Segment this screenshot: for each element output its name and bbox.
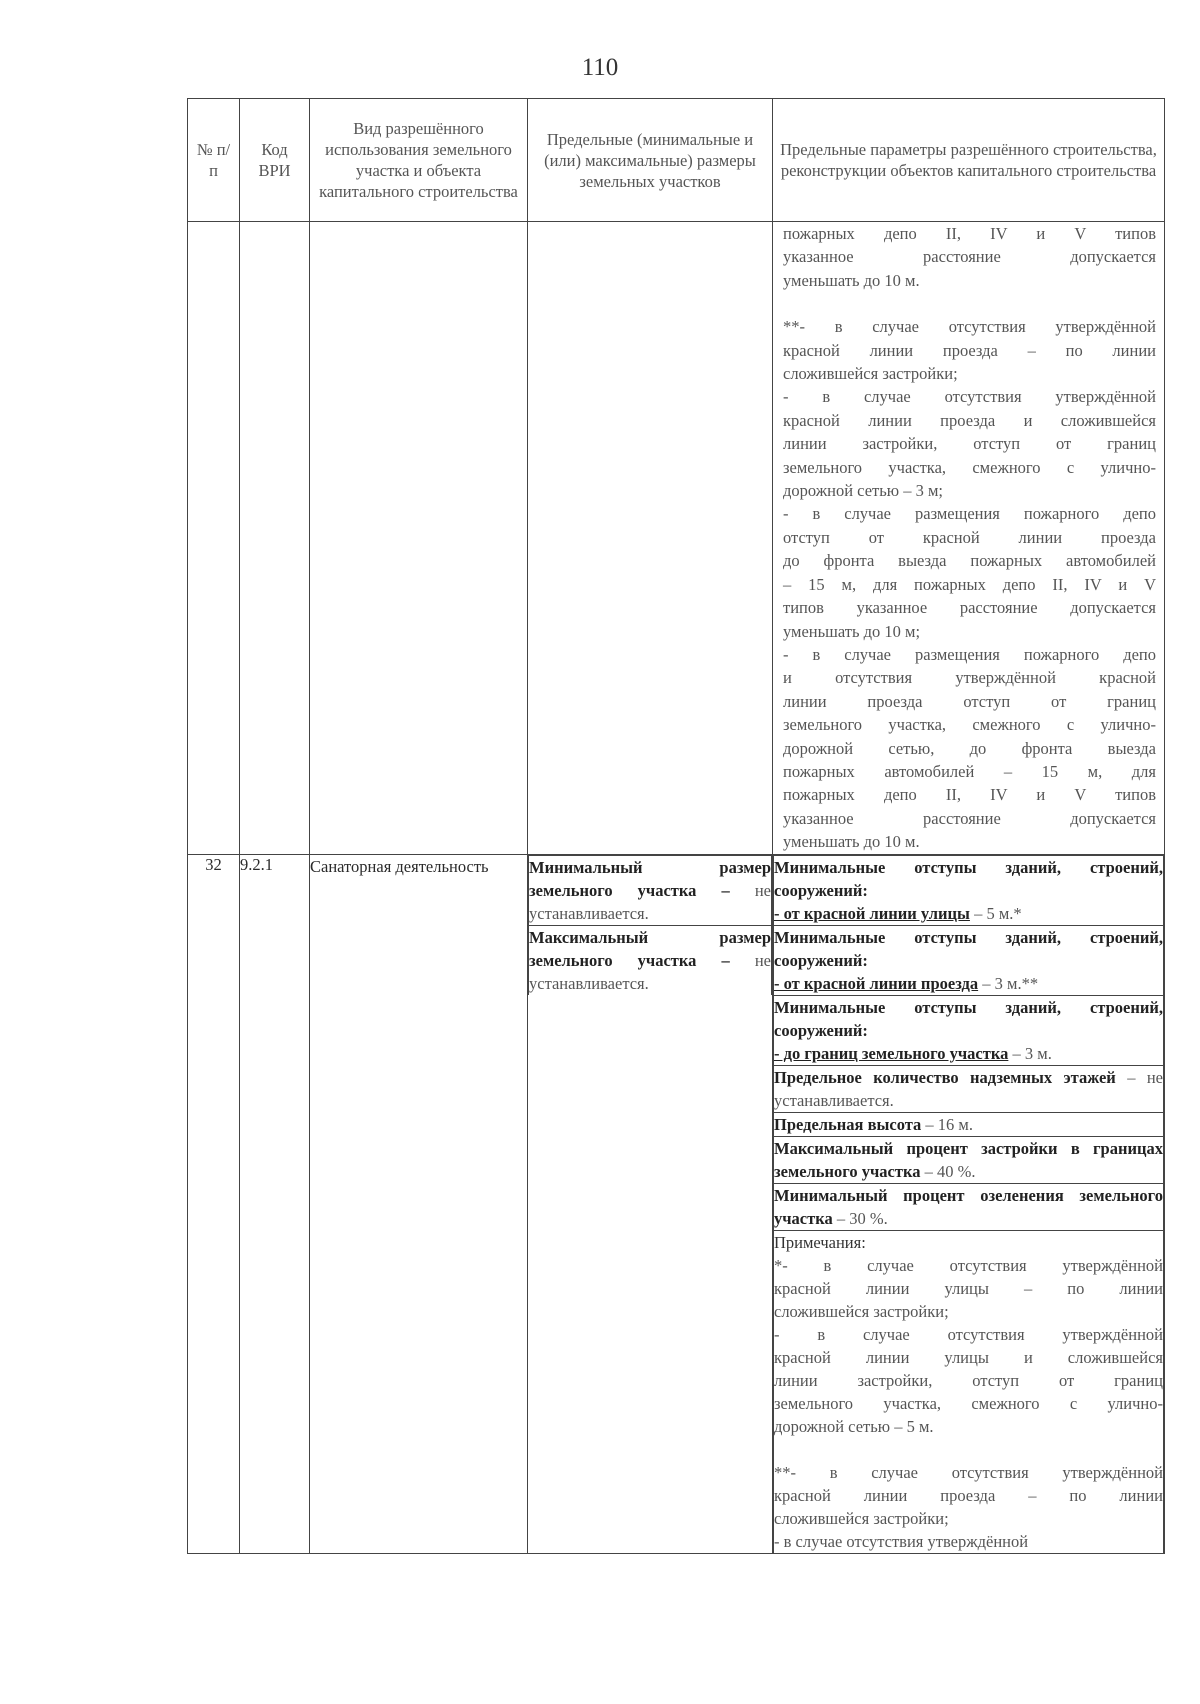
- continued-notes-line: и отсутствия утверждённой красной: [783, 668, 1156, 688]
- continued-notes-line: указанное расстояние допускается: [783, 247, 1156, 267]
- notes-line: красной линии проезда – по линии: [774, 1486, 1163, 1505]
- continued-notes-line: дорожной сетью – 3 м;: [783, 481, 943, 501]
- param-building-percent: [774, 1137, 1164, 1184]
- size-max-label: Максимальный размер земельного участка –: [529, 928, 771, 970]
- param-floors-value: – не устанавливается.: [774, 1068, 1163, 1110]
- param-offset-passage-title: Минимальные отступы зданий, строений, сооружений:: [774, 928, 1163, 970]
- param-offset-street: [774, 856, 1164, 926]
- param-offset-boundary: [774, 996, 1164, 1066]
- param-offset-passage: [774, 926, 1164, 996]
- header-sizes: Предельные (минимальные и (или) максимальные) размеры земельных участков: [528, 99, 773, 222]
- continued-row: [188, 222, 1165, 855]
- param-offset-boundary-line: - до границ земельного участка: [774, 1044, 1009, 1063]
- continued-notes-line: линии застройки, отступ от границ: [783, 434, 1156, 454]
- row-sizes-cell: [528, 855, 773, 1554]
- notes-line: линии застройки, отступ от границ: [774, 1371, 1163, 1390]
- continued-sizes-cell: [528, 222, 773, 855]
- continued-params-cell: [773, 222, 1165, 855]
- notes-line: - в случае отсутствия утверждённой: [774, 1325, 1163, 1344]
- row-use-name: Санаторная деятельность: [310, 855, 528, 1554]
- continued-notes-line: типов указанное расстояние допускается: [783, 598, 1156, 618]
- regulations-table: [187, 98, 1165, 1554]
- continued-notes-line: уменьшать до 10 м.: [783, 832, 920, 852]
- continued-notes-line: уменьшать до 10 м;: [783, 621, 921, 641]
- continued-notes-line: уменьшать до 10 м.: [783, 270, 920, 290]
- param-offset-street-title: Минимальные отступы зданий, строений, сооружений:: [774, 858, 1163, 900]
- continued-notes-line: до фронта выезда пожарных автомобилей: [783, 551, 1156, 571]
- header-row: [188, 99, 1165, 222]
- continued-notes-line: сложившейся застройки;: [783, 364, 958, 384]
- header-code: Код ВРИ: [240, 99, 310, 222]
- notes-line: **- в случае отсутствия утверждённой: [774, 1463, 1163, 1482]
- param-floors-title: Предельное количество надземных этажей: [774, 1068, 1116, 1087]
- sizes-list: [528, 855, 772, 995]
- param-height-title: Предельная высота: [774, 1115, 922, 1134]
- continued-notes-line: – 15 м, для пожарных депо II, IV и V: [783, 574, 1156, 594]
- param-floors: [774, 1066, 1164, 1113]
- continued-notes-line: - в случае размещения пожарного депо: [783, 504, 1156, 524]
- continued-notes-line: - в случае размещения пожарного депо: [783, 644, 1156, 664]
- param-greening-percent-value: – 30 %.: [832, 1209, 888, 1228]
- row-number: 32: [188, 855, 240, 1554]
- param-offset-street-value: – 5 м.*: [969, 904, 1022, 923]
- continued-notes-line: пожарных автомобилей – 15 м, для: [783, 761, 1156, 781]
- row-code: 9.2.1: [240, 855, 310, 1554]
- continued-notes-part1: [783, 222, 1156, 292]
- continued-notes-line: пожарных депо II, IV и V типов: [783, 785, 1156, 805]
- notes-title: Примечания:: [774, 1233, 866, 1252]
- continued-notes-line: красной линии проезда и сложившейся: [783, 410, 1156, 430]
- table-row-32: [188, 855, 1165, 1554]
- param-greening-percent: [774, 1184, 1164, 1231]
- continued-notes-line: земельного участка, смежного с улично-: [783, 715, 1156, 735]
- param-offset-passage-line: - от красной линии проезда: [774, 974, 979, 993]
- param-offset-passage-value: – 3 м.**: [978, 974, 1039, 993]
- continued-notes-line: - в случае отсутствия утверждённой: [783, 387, 1156, 407]
- header-params: Предельные параметры разрешённого строительства, реконструкции объектов капитального строительства: [773, 99, 1165, 222]
- param-height-value: – 16 м.: [921, 1115, 973, 1134]
- continued-notes-line: дорожной сетью, до фронта выезда: [783, 738, 1156, 758]
- param-notes: [774, 1231, 1164, 1554]
- continued-type-cell: [310, 222, 528, 855]
- notes-part2: [774, 1461, 1163, 1553]
- notes-line: *- в случае отсутствия утверждённой: [774, 1256, 1163, 1275]
- continued-notes-line: земельного участка, смежного с улично-: [783, 457, 1156, 477]
- continued-notes-line: указанное расстояние допускается: [783, 808, 1156, 828]
- size-max: [529, 926, 772, 996]
- size-max-value: не устанавливается.: [529, 951, 771, 993]
- notes-line: дорожной сетью – 5 м.: [774, 1417, 934, 1436]
- header-type: Вид разрешённого использования земельного участка и объекта капитального строительства: [310, 99, 528, 222]
- size-min-label: Минимальный размер земельного участка –: [529, 858, 771, 900]
- continued-notes-line: линии проезда отступ от границ: [783, 691, 1156, 711]
- row-params-cell: [773, 855, 1165, 1554]
- param-offset-boundary-title: Минимальные отступы зданий, строений, сооружений:: [774, 998, 1163, 1040]
- notes-line: сложившейся застройки;: [774, 1302, 949, 1321]
- continued-code-cell: [240, 222, 310, 855]
- params-list: [773, 855, 1164, 1553]
- continued-notes-line: отступ от красной линии проезда: [783, 527, 1156, 547]
- continued-notes-part2: [783, 315, 1156, 853]
- notes-line: красной линии улицы и сложившейся: [774, 1348, 1163, 1367]
- notes-part1: [774, 1254, 1163, 1438]
- notes-line: красной линии улицы – по линии: [774, 1279, 1163, 1298]
- param-offset-boundary-value: – 3 м.: [1008, 1044, 1052, 1063]
- size-min-value: не устанавливается.: [529, 881, 771, 923]
- param-building-percent-value: – 40 %.: [920, 1162, 976, 1181]
- continued-notes-line: красной линии проезда – по линии: [783, 340, 1156, 360]
- notes-line: земельного участка, смежного с улично-: [774, 1394, 1163, 1413]
- continued-num-cell: [188, 222, 240, 855]
- header-num: № п/п: [188, 99, 240, 222]
- notes-line: - в случае отсутствия утверждённой: [774, 1532, 1029, 1551]
- param-building-percent-title: Максимальный процент застройки в границах земельного участка: [774, 1139, 1163, 1181]
- param-height: [774, 1113, 1164, 1137]
- size-min: [529, 856, 772, 926]
- page-number: 110: [581, 54, 619, 81]
- continued-notes-line: **- в случае отсутствия утверждённой: [783, 317, 1156, 337]
- continued-notes-line: пожарных депо II, IV и V типов: [783, 224, 1156, 243]
- param-greening-percent-title: Минимальный процент озеленения земельного участка: [774, 1186, 1163, 1228]
- notes-line: сложившейся застройки;: [774, 1509, 949, 1528]
- continued-notes: [773, 222, 1164, 854]
- param-offset-street-line: - от красной линии улицы: [774, 904, 970, 923]
